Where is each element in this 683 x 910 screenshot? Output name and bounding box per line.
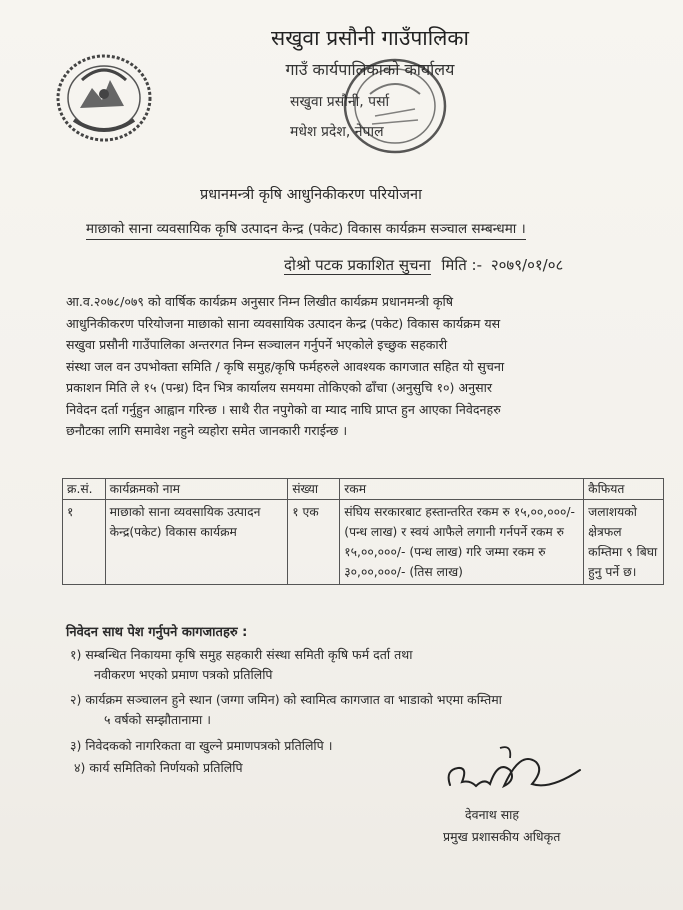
- body-line: सखुवा प्रसौनी गाउँपालिका अन्तरगत निम्न सञ्चालन गर्नुपर्ने भएकोले इच्छुक सहकारी: [66, 337, 448, 352]
- body-line: प्रकाशन मिति ले १५ (पन्ध्र) दिन भित्र कार्यालय समयमा तोकिएको ढाँचा (अनुसुचि १०) अनुसार: [66, 380, 492, 395]
- document-item-line: ३) निवेदकको नागरिकता वा खुल्ने प्रमाणपत्रको प्रतिलिपि ।: [70, 738, 333, 753]
- document-item: [70, 736, 332, 756]
- notice-body: [66, 291, 636, 442]
- document-item-line: नवीकरण भएको प्रमाण पत्रको प्रतिलिपि: [94, 667, 273, 682]
- body-line: संस्था जल वन उपभोक्ता समिति / कृषि समुह/कृषि फर्महरुले आवश्यक कागजात सहित यो सुचना: [66, 358, 505, 374]
- col-header-name: कार्यक्रमको नाम: [105, 479, 288, 500]
- document-item-line: २) कार्यक्रम सञ्चालन हुने स्थान (जग्गा जमिन) को स्वामित्व कागजात वा भाडाको भएमा कम्तिमा: [70, 692, 502, 707]
- body-line: छनौटका लागि समावेश नहुने व्यहोरा समेत जानकारी गराईन्छ ।: [66, 423, 348, 438]
- notice-label: दोश्रो पटक प्रकाशित सुचना: [284, 256, 431, 274]
- office-type: गाउँ कार्यपालिकाको कार्यालय: [285, 60, 455, 79]
- table-header-row: [63, 479, 664, 500]
- notice-heading: [284, 255, 563, 275]
- handwritten-signature: [440, 740, 590, 810]
- signatory-name: देवनाथ साह: [465, 807, 520, 822]
- table-row: [63, 500, 664, 585]
- cell-remarks: जलाशयको क्षेत्रफल कम्तिमा ९ बिघा हुनु पर्ने छ।: [584, 500, 664, 585]
- project-title: प्रधानमन्त्री कृषि आधुनिकीकरण परियोजना: [200, 187, 422, 203]
- documents-title: निवेदन साथ पेश गर्नुपने कागजातहरु :: [66, 625, 248, 640]
- cell-amount: संघिय सरकारबाट हस्तान्तरित रकम रु १५,००,०००/- (पन्ध लाख) र स्वयं आफैले लगानी गर्नपर्ने रकम रु १५,००,०००/- (पन्ध लाख) गरि जम्मा रकम रु ३०,००,०००/- (तिस लाख): [340, 500, 584, 585]
- col-header-sn: क्र.सं.: [63, 479, 106, 500]
- program-table: [62, 478, 664, 585]
- col-header-amount: रकम: [340, 479, 584, 500]
- cell-count: १ एक: [288, 500, 340, 585]
- notice-date-label: मिति :-: [441, 256, 483, 274]
- document-item: [70, 645, 412, 685]
- office-province: मधेश प्रदेश, नेपाल: [290, 124, 384, 140]
- office-name: सखुवा प्रसौनी गाउँपालिका: [271, 26, 469, 50]
- cell-name: माछाको साना व्यवसायिक उत्पादन केन्द्र(पकेट) विकास कार्यक्रम: [105, 500, 288, 585]
- document-item-line: ४) कार्य समितिको निर्णयको प्रतिलिपि: [74, 760, 243, 775]
- office-stamp: [340, 54, 450, 158]
- nepal-emblem-logo: [52, 50, 156, 146]
- office-location: सखुवा प्रसौनी, पर्सा: [290, 94, 390, 110]
- document-item-line: १) सम्बन्धित निकायमा कृषि समुह सहकारी संस्था समिती कृषि फर्म दर्ता तथा: [70, 647, 413, 662]
- col-header-remarks: कैफियत: [584, 479, 664, 500]
- document-item: [70, 690, 502, 730]
- col-header-count: संख्या: [288, 479, 340, 500]
- body-line: आ.व.२०७८/०७९ को वार्षिक कार्यक्रम अनुसार निम्न लिखीत कार्यक्रम प्रधानमन्त्री कृषि: [66, 294, 454, 309]
- subject-line: माछाको साना व्यवसायिक कृषि उत्पादन केन्द्र (पकेट) विकास कार्यक्रम सञ्चाल सम्बन्धमा ।: [86, 219, 526, 240]
- signatory-title: प्रमुख प्रशासकीय अधिकृत: [443, 829, 561, 844]
- document-item: [74, 758, 243, 778]
- notice-date: २०७९/०१/०८: [490, 256, 564, 274]
- body-line: आधुनिकीकरण परियोजना माछाको साना व्यवसायिक उत्पादन केन्द्र (पकेट) विकास कार्यक्रम यस: [66, 315, 501, 331]
- document-item-line: ५ वर्षको सम्झौतानामा ।: [104, 712, 211, 727]
- cell-sn: १: [63, 500, 106, 585]
- body-line: निवेदन दर्ता गर्नुहुन आह्वान गरिन्छ । साथै रीत नपुगेको वा म्याद नाघि प्राप्त हुन आएका निवेदनहरु: [66, 401, 501, 417]
